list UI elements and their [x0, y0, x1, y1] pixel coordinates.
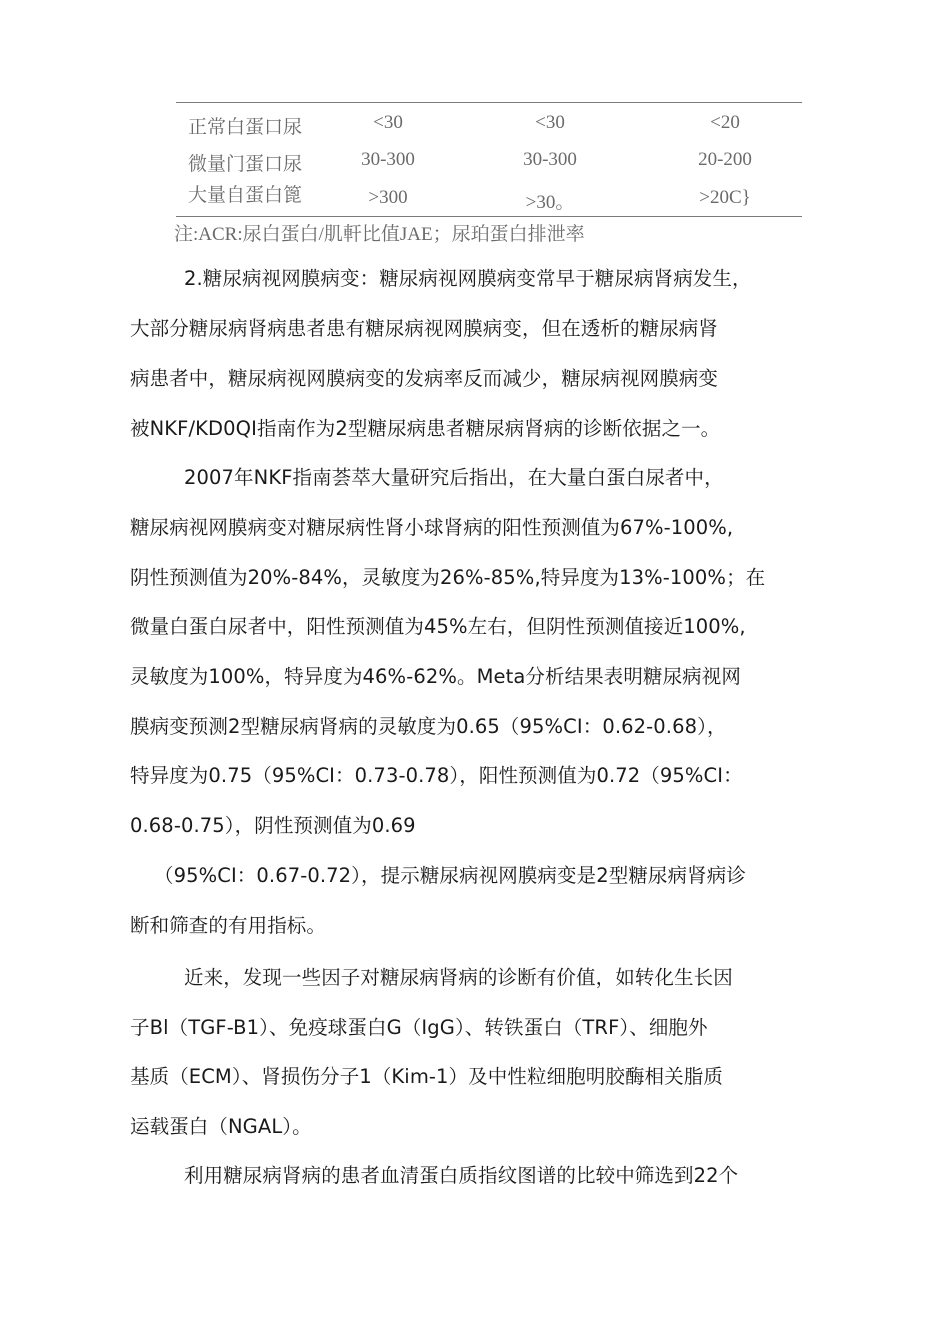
table-cell: >20C} — [699, 187, 751, 208]
table-cell-label: 正常白蛋口尿 — [188, 117, 303, 138]
paragraph-line: 阴性预测值为20%-84%，灵敏度为26%-85%,特异度为13%-100%；在 — [130, 566, 766, 589]
paragraph-line: 微量白蛋白尿者中，阳性预测值为45%左右，但阴性预测值接近100%, — [130, 615, 746, 638]
paragraph-line: （95%CI：0.67-0.72），提示糖尿病视网膜病变是2型糖尿病肾病诊 — [154, 864, 746, 887]
paragraph-line: 病患者中，糖尿病视网膜病变的发病率反而减少，糖尿病视网膜病变 — [130, 367, 719, 390]
paragraph-line: 基质（ECM）、肾损伤分子1（Kim-1）及中性粒细胞明胶酶相关脂质 — [130, 1065, 723, 1088]
paragraph-line: 利用糖尿病肾病的患者血清蛋白质指纹图谱的比较中筛选到22个 — [184, 1164, 739, 1187]
paragraph-line: 糖尿病视网膜病变对糖尿病性肾小球肾病的阳性预测值为67%-100%, — [130, 516, 734, 539]
table-cell: 30-300 — [523, 149, 577, 170]
paragraph-line: 0.68-0.75），阴性预测值为0.69 — [130, 814, 416, 837]
paragraph-line: 膜病变预测2型糖尿病肾病的灵敏度为0.65（95%CI：0.62-0.68）， — [130, 715, 727, 738]
paragraph-line: 特异度为0.75（95%CI：0.73-0.78），阳性预测值为0.72（95%CI： — [130, 764, 743, 787]
table-cell: <30 — [535, 112, 565, 133]
table-cell: 20-200 — [698, 149, 752, 170]
table-cell: 30-300 — [361, 149, 415, 170]
paragraph-line: 运载蛋白（NGAL）。 — [130, 1115, 312, 1138]
paragraph-line: 被NKF/KD0QI指南作为2型糖尿病患者糖尿病肾病的诊断依据之一。 — [130, 417, 721, 440]
table-cell-label: 微量门蛋口尿 — [188, 154, 303, 175]
paragraph-line: 2.糖尿病视网膜病变：糖尿病视网膜病变常早于糖尿病肾病发生， — [184, 267, 752, 290]
table-note: 注:ACR:尿白蛋白/肌軒比值JAE；尿珀蛋白排泄率 — [174, 224, 585, 245]
table-cell: <20 — [710, 112, 740, 133]
table-cell: >30。 — [525, 192, 575, 213]
table-cell: >300 — [368, 187, 408, 208]
paragraph-line: 子Bl（TGF-B1）、免疫球蛋白G（IgG）、转铁蛋白（TRF）、细胞外 — [130, 1016, 708, 1039]
table-cell: <30 — [373, 112, 403, 133]
paragraph-line: 2007年NKF指南荟萃大量研究后指出，在大量白蛋白尿者中， — [184, 466, 724, 489]
paragraph-line: 断和筛查的有用指标。 — [130, 914, 327, 937]
table-bottom-rule — [176, 216, 802, 217]
paragraph-line: 大部分糖尿病肾病患者患有糖尿病视网膜病变，但在透析的糖尿病肾 — [130, 317, 719, 340]
paragraph-line: 灵敏度为100%，特异度为46%-62%。Meta分析结果表明糖尿病视网 — [130, 665, 741, 688]
table-cell-label: 大量自蛋白篦 — [188, 185, 303, 206]
paragraph-line: 近来，发现一些因子对糖尿病肾病的诊断有价值，如转化生长因 — [184, 966, 733, 989]
table-top-rule — [176, 102, 802, 103]
